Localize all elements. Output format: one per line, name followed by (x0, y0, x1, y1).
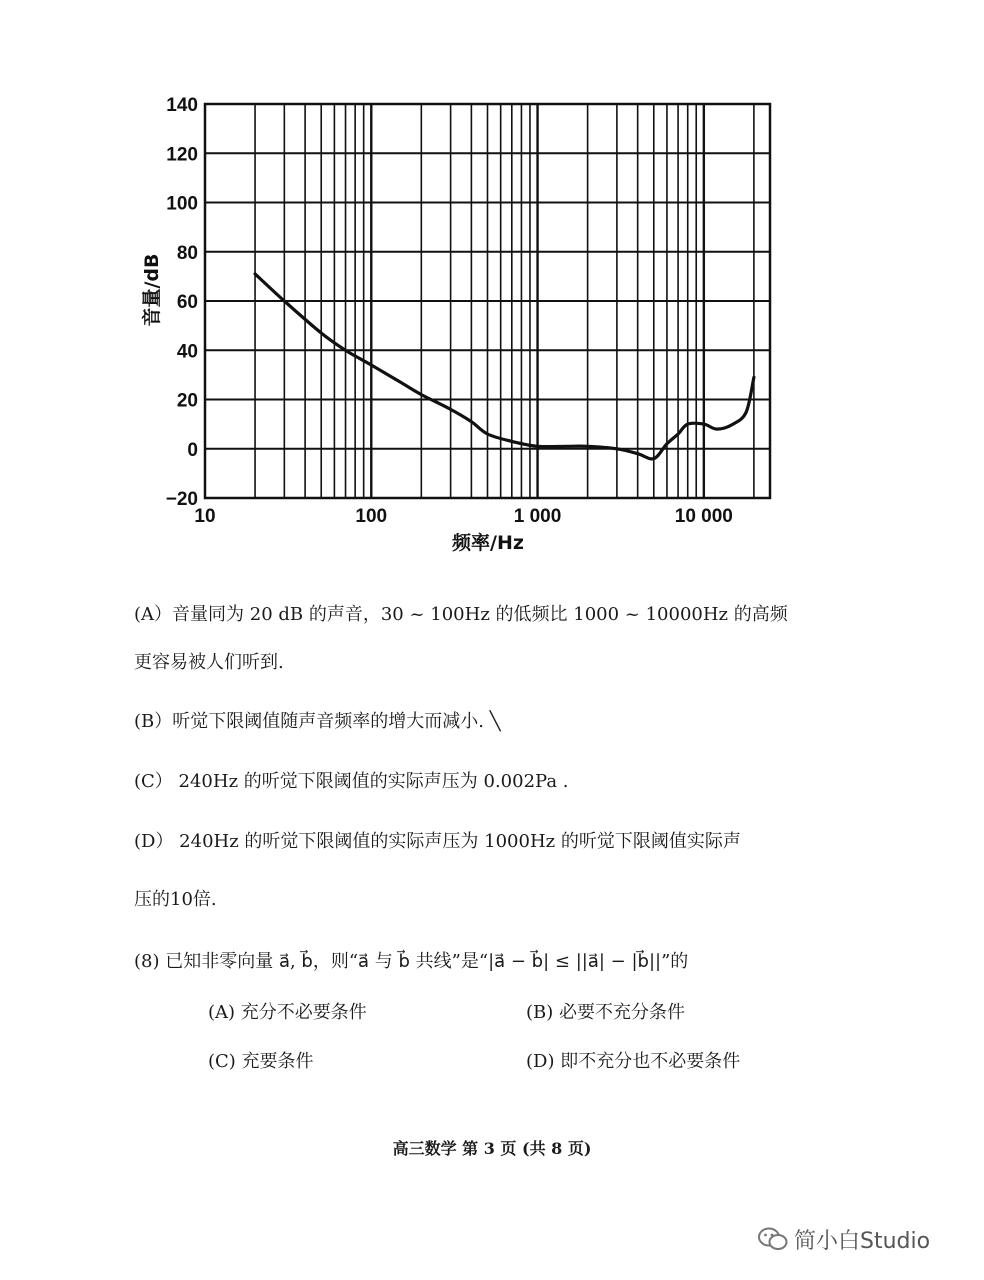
x-tick-labels (194, 506, 732, 527)
y-tick-label: 60 (176, 292, 198, 313)
q7-option-d-line1: (D） 240Hz 的听觉下限阈值的实际声压为 1000Hz 的听觉下限阈值实际声 (134, 831, 741, 852)
page-footer: 高三数学 第 3 页 (共 8 页) (392, 1139, 592, 1158)
q7-option-a-line1: (A）音量同为 20 dB 的声音，30 ~ 100Hz 的低频比 1000 ~ 10000Hz 的高频 (134, 604, 788, 625)
q7-option-d-line2: 压的10倍. (134, 889, 217, 910)
y-tick-label: 120 (166, 144, 198, 166)
q7-option-c: (C） 240Hz 的听觉下限阈值的实际声压为 0.002Pa . (134, 771, 569, 792)
y-tick-label: 40 (176, 341, 198, 363)
q8-option-a: (A) 充分不必要条件 (208, 1002, 367, 1023)
q7-option-a-line2: 更容易被人们听到. (134, 652, 284, 673)
x-tick-label: 10 (194, 506, 216, 527)
watermark (758, 1224, 930, 1258)
x-tick-label: 10 000 (674, 506, 733, 527)
q8-option-b: (B) 必要不充分条件 (526, 1002, 685, 1023)
y-tick-label: 140 (166, 95, 198, 116)
q7-option-b: (B）听觉下限阈值随声音频率的增大而减小. ╲ (134, 711, 501, 732)
y-tick-labels (166, 95, 198, 510)
wechat-icon (758, 1226, 788, 1258)
watermark-text: 简小白Studio (794, 1229, 931, 1254)
x-axis-title: 频率/Hz (452, 532, 524, 554)
threshold-chart (0, 0, 984, 580)
y-tick-label: 100 (166, 193, 198, 215)
y-tick-label: −20 (165, 489, 198, 510)
y-tick-label: 0 (187, 439, 198, 461)
x-tick-label: 1 000 (513, 506, 562, 527)
q8-option-c: (C) 充要条件 (208, 1051, 314, 1072)
x-tick-label: 100 (355, 506, 388, 527)
y-tick-label: 20 (176, 390, 198, 412)
y-tick-label: 80 (176, 242, 198, 264)
q8-option-d: (D) 即不充分也不必要条件 (526, 1051, 741, 1072)
y-axis-title: 音量/dB (141, 253, 163, 327)
q8-stem: (8) 已知非零向量 a⃗, b⃗，则“a⃗ 与 b⃗ 共线”是“|a⃗ − b⃗| ≤ ||a⃗| − |b⃗||”的 (134, 951, 689, 972)
